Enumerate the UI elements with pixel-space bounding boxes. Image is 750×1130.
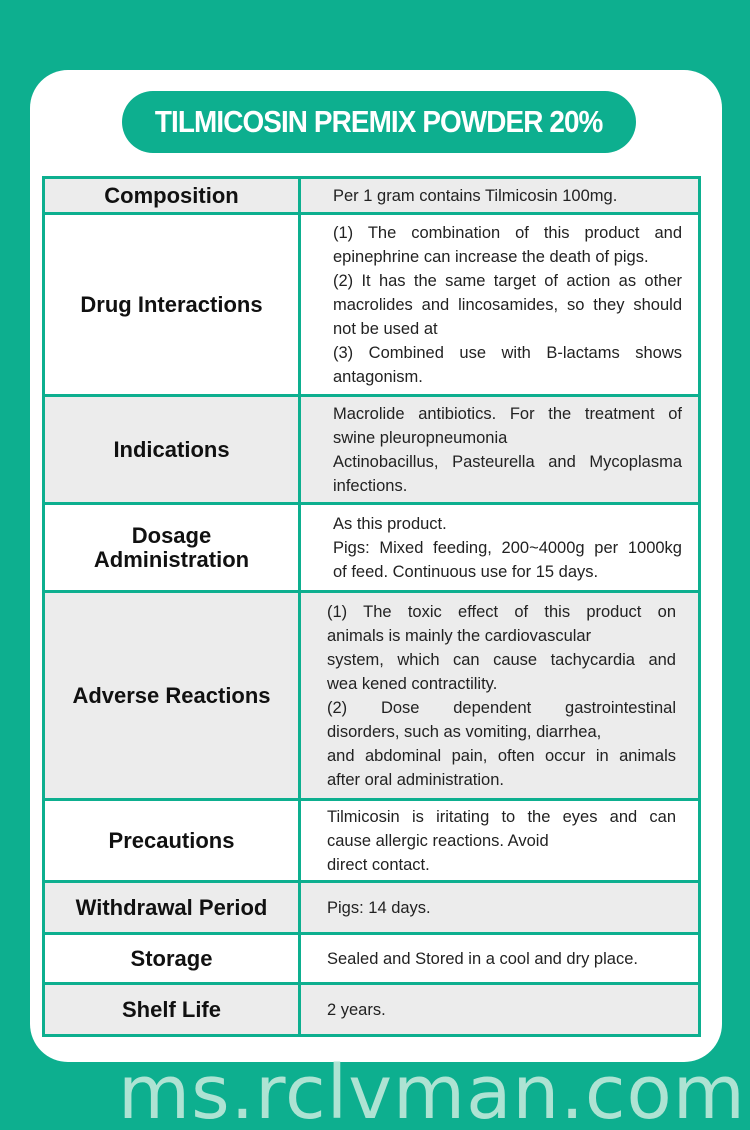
- value-line: 2 years.: [327, 1000, 386, 1019]
- value-line: after oral administration.: [327, 770, 504, 789]
- product-info-table: [42, 176, 701, 1037]
- value-line: of feed. Continuous use for 15 days.: [333, 562, 599, 581]
- value-line: infections.: [333, 476, 408, 495]
- table-row-precautions: [44, 800, 700, 882]
- table-row-storage: [44, 934, 700, 984]
- row-label: Drug Interactions: [44, 214, 300, 396]
- row-value: [300, 178, 700, 214]
- row-label: Precautions: [44, 800, 300, 882]
- value-line: macrolides and lincosamides, so they should: [333, 295, 682, 314]
- value-line: swine pleuropneumonia: [333, 428, 508, 447]
- value-line: Sealed and Stored in a cool and dry place.: [327, 949, 638, 968]
- table-row-drug-interactions: [44, 214, 700, 396]
- page-title: TILMICOSIN PREMIX POWDER 20%: [155, 104, 603, 139]
- row-label: Indications: [44, 396, 300, 504]
- table-row-composition: [44, 178, 700, 214]
- row-value: [300, 984, 700, 1036]
- table-row-indications: [44, 396, 700, 504]
- row-value: [300, 504, 700, 592]
- value-line: system, which can cause tachycardia and: [327, 650, 676, 669]
- value-line: (1) The combination of this product and: [333, 223, 682, 242]
- value-line: Actinobacillus, Pasteurella and Mycoplasma: [333, 452, 682, 471]
- value-line: and abdominal pain, often occur in animals: [327, 746, 676, 765]
- watermark-text: ms.rclvman.com: [118, 1050, 746, 1130]
- value-line: cause allergic reactions. Avoid: [327, 831, 549, 850]
- row-value: [300, 882, 700, 934]
- value-line: direct contact.: [327, 855, 430, 874]
- table-row-shelf-life: [44, 984, 700, 1036]
- value-line: wea kened contractility.: [327, 674, 498, 693]
- row-label: Composition: [44, 178, 300, 214]
- value-line: Pigs: 14 days.: [327, 898, 431, 917]
- row-label: Dosage Administration: [44, 504, 300, 592]
- value-line: (2) It has the same target of action as other: [333, 271, 682, 290]
- value-line: Macrolide antibiotics. For the treatment of: [333, 404, 682, 423]
- table-row-adverse-reactions: [44, 592, 700, 800]
- row-value: [300, 592, 700, 800]
- value-line: Pigs: Mixed feeding, 200~4000g per 1000kg: [333, 538, 682, 557]
- value-line: Per 1 gram contains Tilmicosin 100mg.: [333, 186, 618, 205]
- row-label: Shelf Life: [44, 984, 300, 1036]
- value-line: As this product.: [333, 514, 447, 533]
- title-banner: [122, 91, 636, 153]
- row-value: [300, 934, 700, 984]
- row-label: Adverse Reactions: [44, 592, 300, 800]
- value-line: (1) The toxic effect of this product on: [327, 602, 676, 621]
- value-line: (2) Dose dependent gastrointestinal: [327, 698, 676, 717]
- row-value: [300, 396, 700, 504]
- row-label: Withdrawal Period: [44, 882, 300, 934]
- row-value: [300, 214, 700, 396]
- value-line: disorders, such as vomiting, diarrhea,: [327, 722, 602, 741]
- row-value: [300, 800, 700, 882]
- value-line: antagonism.: [333, 367, 423, 386]
- value-line: epinephrine can increase the death of pigs.: [333, 247, 649, 266]
- value-line: animals is mainly the cardiovascular: [327, 626, 592, 645]
- value-line: not be used at: [333, 319, 438, 338]
- table-row-dosage-administration: [44, 504, 700, 592]
- row-label: Storage: [44, 934, 300, 984]
- table-row-withdrawal-period: [44, 882, 700, 934]
- value-line: (3) Combined use with B-lactams shows: [333, 343, 682, 362]
- value-line: Tilmicosin is iritating to the eyes and can: [327, 807, 676, 826]
